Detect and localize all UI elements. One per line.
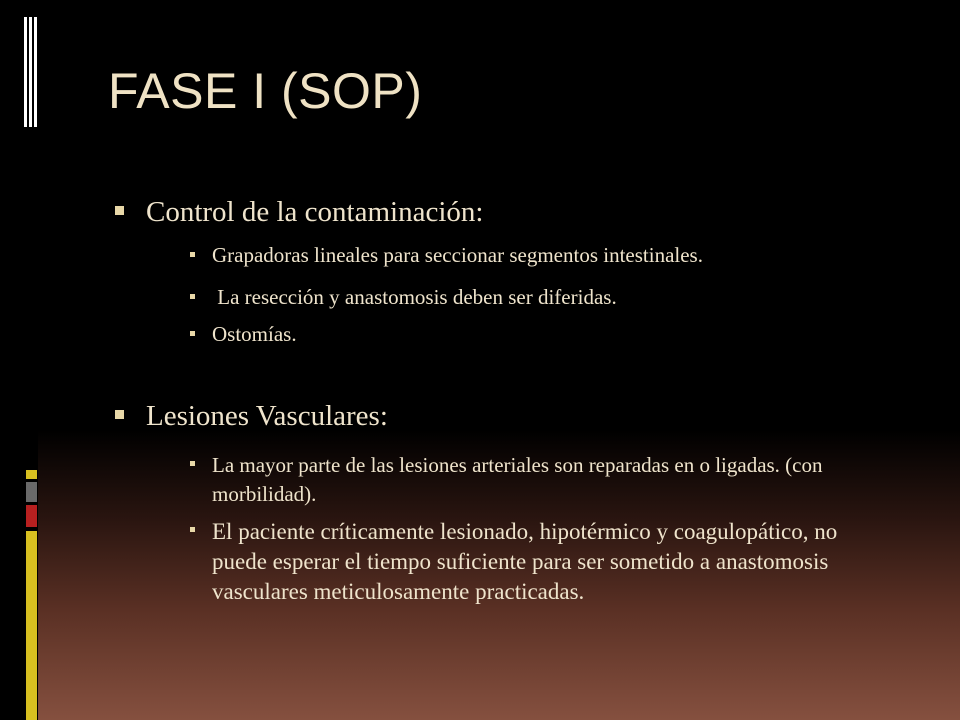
section-heading-text: Lesiones Vasculares: bbox=[146, 400, 388, 432]
square-bullet-icon bbox=[115, 410, 124, 419]
section-heading-text: Control de la contaminación: bbox=[146, 196, 484, 228]
section-heading bbox=[115, 400, 388, 433]
decor-block-gray bbox=[26, 482, 37, 502]
list-item bbox=[190, 517, 890, 607]
decor-block-yellow bbox=[26, 531, 37, 720]
section-heading bbox=[115, 196, 483, 229]
list-item bbox=[190, 321, 890, 347]
decor-block-red bbox=[26, 505, 37, 527]
small-square-bullet-icon bbox=[190, 294, 195, 299]
list-item bbox=[190, 451, 890, 509]
list-item-text: El paciente críticamente lesionado, hipotérmico y coagulopático, no puede esperar el tiempo suficiente para ser sometido a anastomosis vasculares meticulosamente practicadas. bbox=[212, 519, 838, 604]
list-item-text: La resección y anastomosis deben ser diferidas. bbox=[212, 285, 617, 309]
list-item-text: Ostomías. bbox=[212, 322, 297, 346]
slide-title: FASE I (SOP) bbox=[108, 63, 423, 119]
list-item-text: Grapadoras lineales para seccionar segmentos intestinales. bbox=[212, 243, 703, 267]
small-square-bullet-icon bbox=[190, 252, 195, 257]
list-item-text: La mayor parte de las lesiones arteriales son reparadas en o ligadas. (con morbilidad). bbox=[212, 453, 823, 506]
small-square-bullet-icon bbox=[190, 527, 195, 532]
small-square-bullet-icon bbox=[190, 331, 195, 336]
list-item bbox=[190, 242, 890, 268]
small-square-bullet-icon bbox=[190, 461, 195, 466]
list-item bbox=[190, 284, 890, 310]
document-stack-icon bbox=[24, 17, 40, 127]
square-bullet-icon bbox=[115, 206, 124, 215]
decor-block-yellow-top bbox=[26, 470, 37, 479]
